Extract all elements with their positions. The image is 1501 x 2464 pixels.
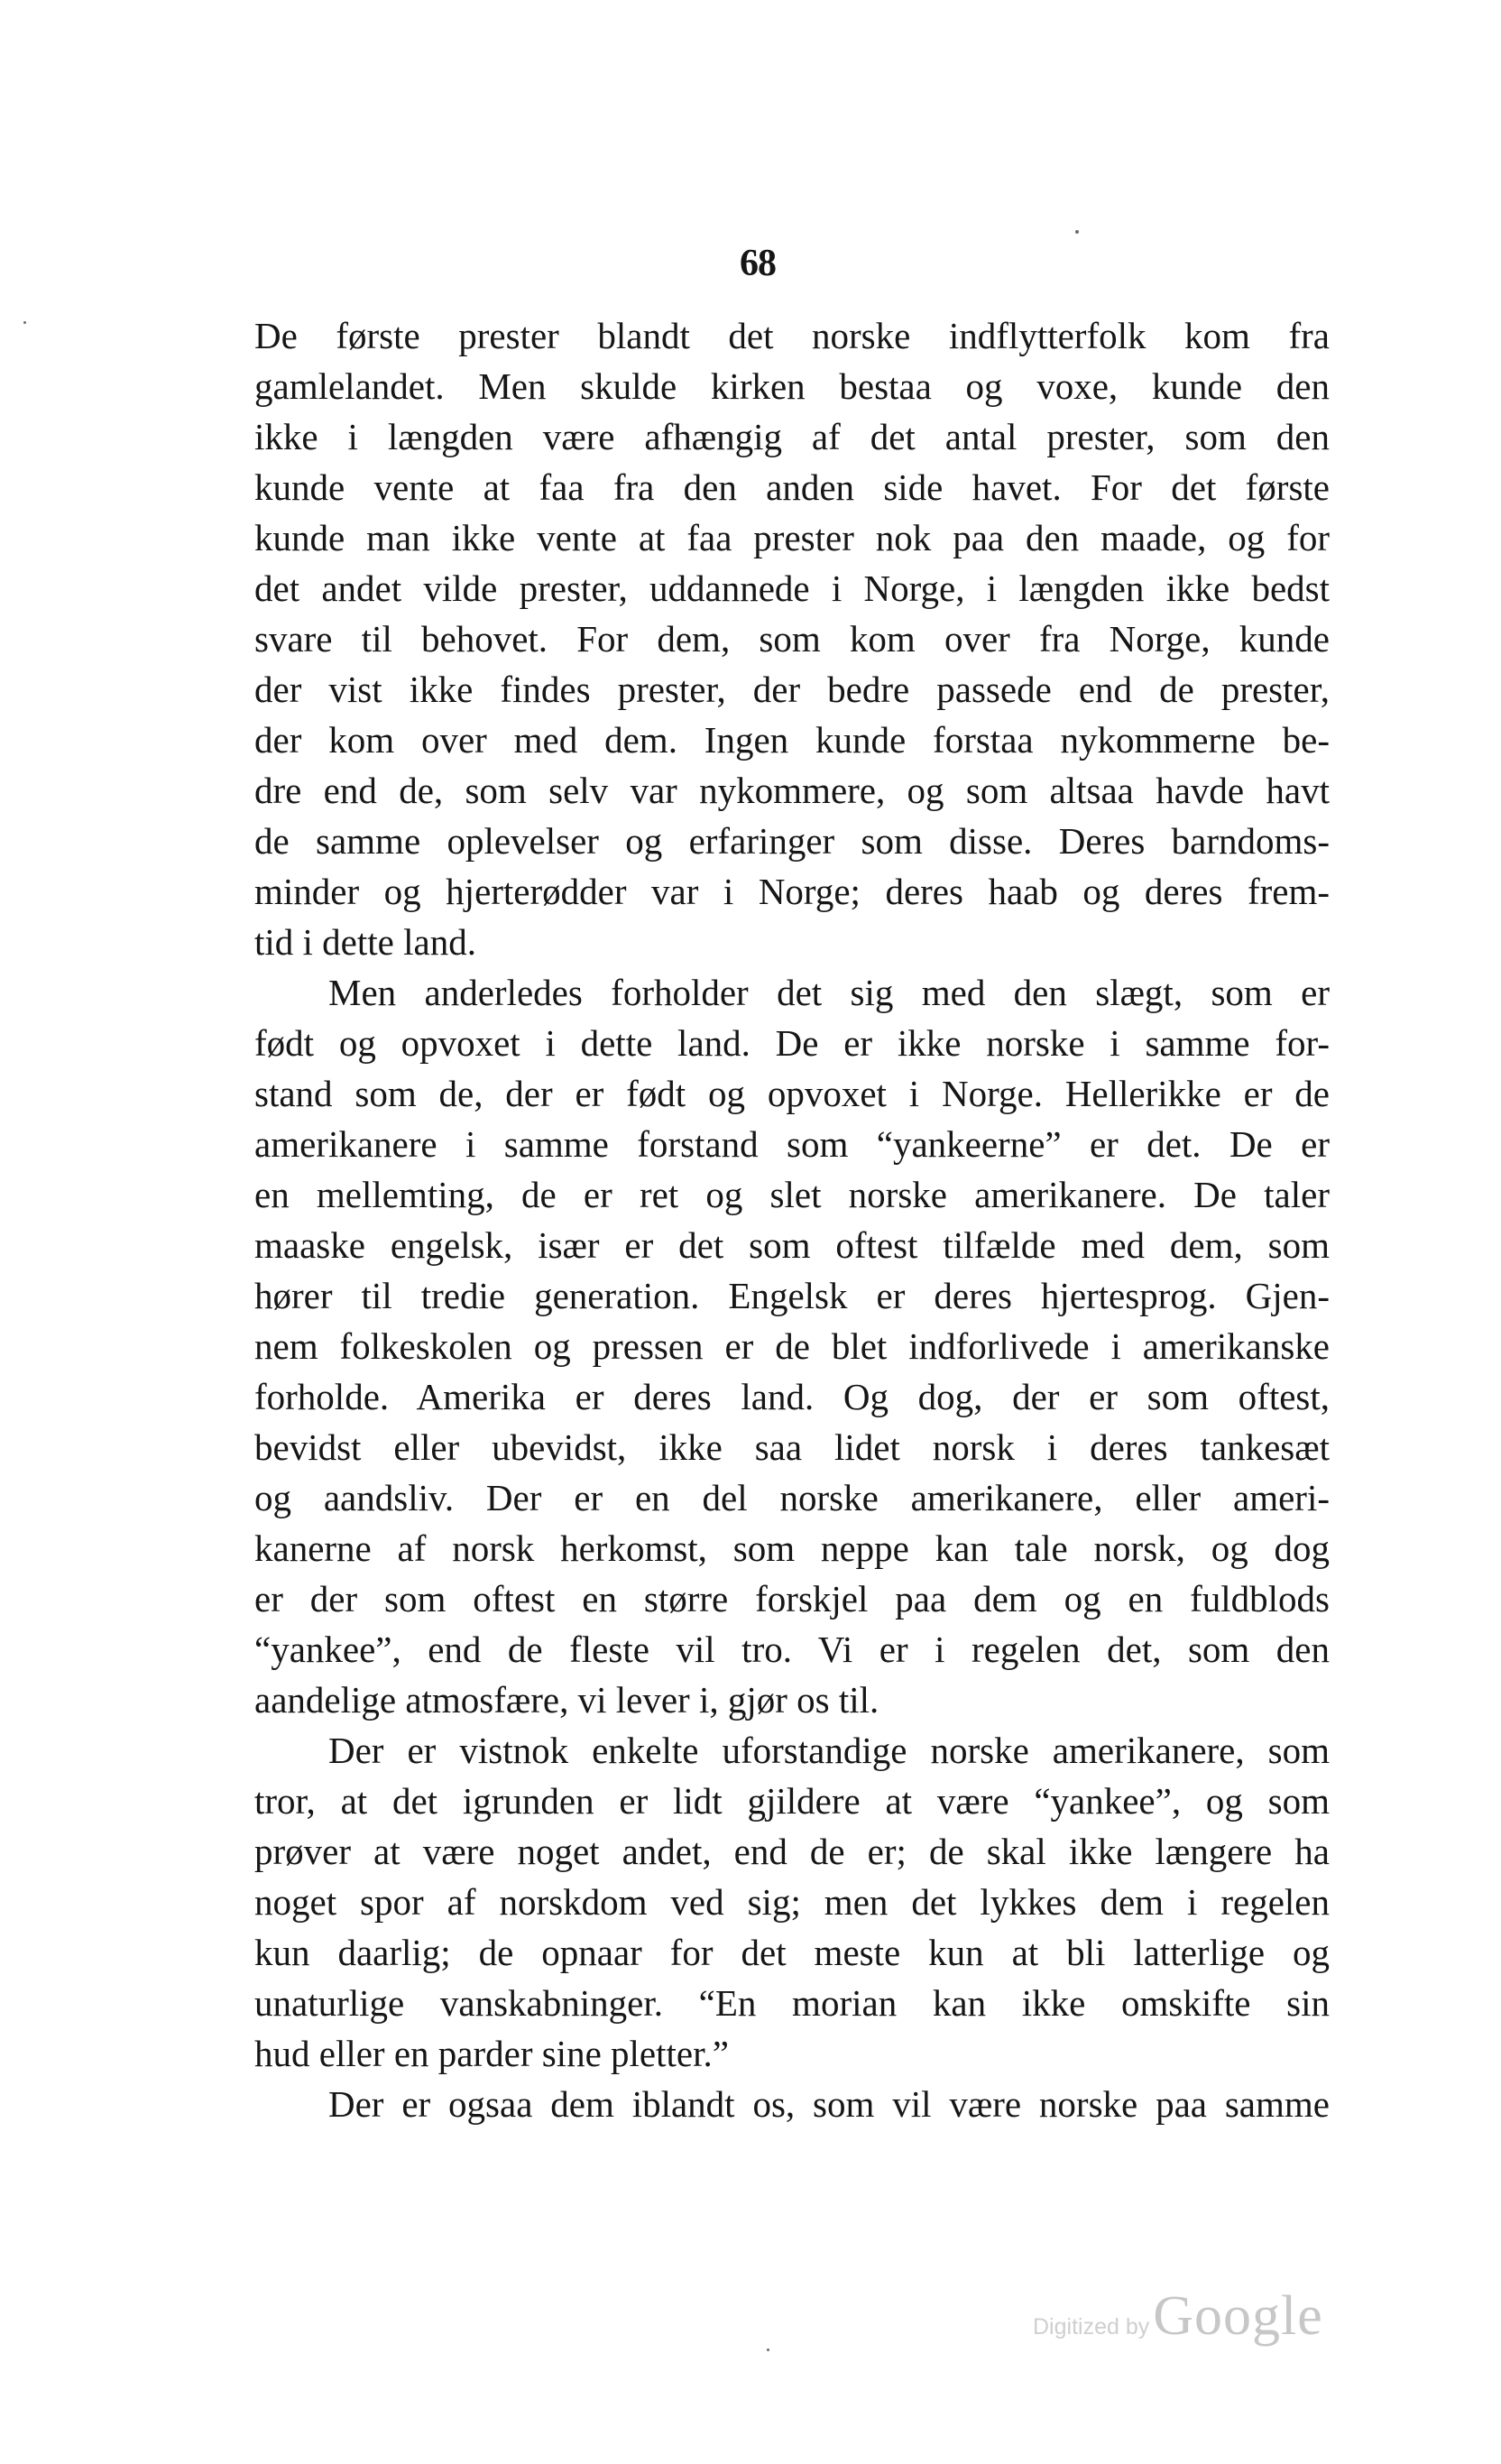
google-logo: Google xyxy=(1153,2285,1323,2347)
text-line: unaturlige vanskabninger. “En morian kan ikke omskifte sin xyxy=(254,1982,1330,2024)
text-line: kanerne af norsk herkomst, som neppe kan tale norsk, og dog xyxy=(254,1527,1330,1569)
text-line: bevidst eller ubevidst, ikke saa lidet norsk i deres tankesæt xyxy=(254,1426,1330,1468)
text-line: der vist ikke findes prester, der bedre passede end de prester, xyxy=(254,669,1330,710)
text-line: aandelige atmosfære, vi lever i, gjør os til. xyxy=(254,1679,879,1721)
text-line: tid i dette land. xyxy=(254,921,476,963)
text-line: maaske engelsk, især er det som oftest tilfælde med dem, som xyxy=(254,1224,1330,1266)
text-line: kunde man ikke vente at faa prester nok paa den maade, og for xyxy=(254,517,1330,558)
text-line: de samme oplevelser og erfaringer som disse. Deres barndoms- xyxy=(254,820,1330,862)
text-line: gamlelandet. Men skulde kirken bestaa og voxe, kunde den xyxy=(254,365,1330,407)
text-line: er der som oftest en større forskjel paa dem og en fuldblods xyxy=(254,1578,1330,1620)
body-text xyxy=(254,310,1330,2129)
text-line: der kom over med dem. Ingen kunde forstaa nykommerne be- xyxy=(254,719,1330,761)
scan-speck xyxy=(767,2349,769,2351)
text-line: amerikanere i samme forstand som “yankeerne” er det. De er xyxy=(254,1123,1330,1165)
text-line: noget spor af norskdom ved sig; men det lykkes dem i regelen xyxy=(254,1881,1330,1923)
text-line: prøver at være noget andet, end de er; de skal ikke længere ha xyxy=(254,1831,1330,1872)
text-line: De første prester blandt det norske indflytterfolk kom fra xyxy=(254,315,1330,356)
google-watermark xyxy=(1033,2284,1358,2348)
text-line: ikke i længden være afhængig af det antal prester, som den xyxy=(254,416,1330,457)
text-line: tror, at det igrunden er lidt gjildere at være “yankee”, og som xyxy=(254,1780,1330,1822)
text-line: svare til behovet. For dem, som kom over fra Norge, kunde xyxy=(254,618,1330,660)
scan-speck xyxy=(23,321,26,324)
text-line: dre end de, som selv var nykommere, og som altsaa havde havt xyxy=(254,770,1330,811)
text-line: Men anderledes forholder det sig med den slægt, som er xyxy=(328,972,1330,1013)
text-line: kunde vente at faa fra den anden side havet. For det første xyxy=(254,466,1330,508)
scan-speck xyxy=(1075,230,1079,234)
text-line: forholde. Amerika er deres land. Og dog, der er som oftest, xyxy=(254,1376,1330,1417)
text-line: Der er vistnok enkelte uforstandige norske amerikanere, som xyxy=(328,1730,1330,1771)
text-line: hud eller en parder sine pletter.” xyxy=(254,2033,729,2074)
text-line: og aandsliv. Der er en del norske amerikanere, eller ameri- xyxy=(254,1477,1330,1518)
text-line: født og opvoxet i dette land. De er ikke norske i samme for- xyxy=(254,1022,1330,1064)
text-line: nem folkeskolen og pressen er de blet indforlivede i amerikanske xyxy=(254,1325,1330,1367)
text-line: stand som de, der er født og opvoxet i Norge. Hellerikke er de xyxy=(254,1073,1330,1114)
text-line: minder og hjerterødder var i Norge; deres haab og deres frem- xyxy=(254,871,1330,912)
text-line: det andet vilde prester, uddannede i Norge, i længden ikke bedst xyxy=(254,568,1330,609)
text-line: hører til tredie generation. Engelsk er deres hjertesprog. Gjen- xyxy=(254,1275,1330,1316)
text-line: “yankee”, end de fleste vil tro. Vi er i regelen det, som den xyxy=(254,1629,1330,1670)
text-line: kun daarlig; de opnaar for det meste kun at bli latterlige og xyxy=(254,1932,1330,1973)
text-line: Der er ogsaa dem iblandt os, som vil være norske paa samme xyxy=(328,2083,1330,2125)
text-line: en mellemting, de er ret og slet norske amerikanere. De taler xyxy=(254,1174,1330,1215)
watermark-prefix: Digitized by xyxy=(1033,2314,1150,2339)
page-number: 68 xyxy=(740,243,776,284)
